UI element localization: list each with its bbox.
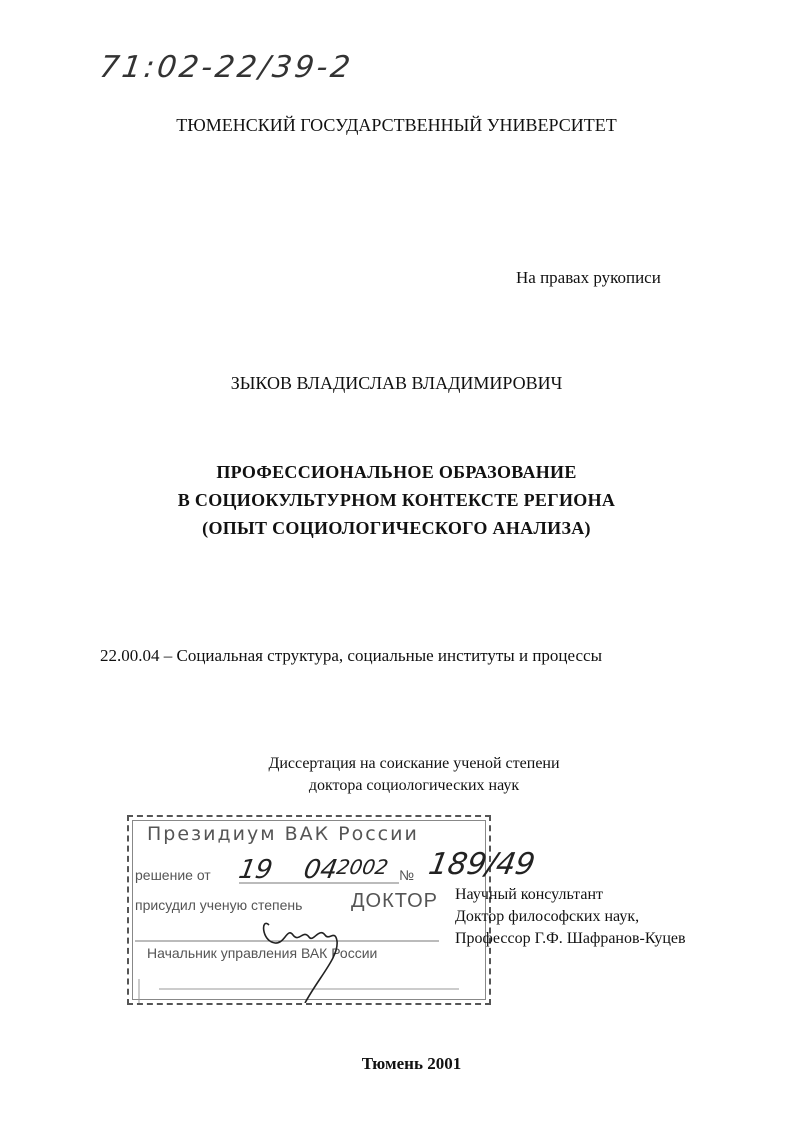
title-line-1: ПРОФЕССИОНАЛЬНОЕ ОБРАЗОВАНИЕ xyxy=(216,462,577,482)
consultant-line-2: Доктор философских наук, xyxy=(455,908,640,925)
title-line-2: В СОЦИОКУЛЬТУРНОМ КОНТЕКСТЕ РЕГИОНА xyxy=(177,490,616,510)
scientific-consultant xyxy=(455,884,686,950)
stamp-awarded-label: присудил ученую степень xyxy=(135,897,303,913)
stamp-title: Президиум ВАК России xyxy=(147,823,419,845)
stamp-signature-drawing xyxy=(129,817,489,1003)
stamp-head-label: Начальник управления ВАК России xyxy=(147,945,378,961)
degree-statement xyxy=(0,753,793,797)
author-name: ЗЫКОВ ВЛАДИСЛАВ ВЛАДИМИРОВИЧ xyxy=(230,373,563,393)
city-year: Тюмень 2001 xyxy=(361,1054,462,1073)
stamp-decision-label: решение от xyxy=(135,867,211,883)
archive-number: 71:02-22/39-2 xyxy=(97,50,356,85)
stamp-number-label: № xyxy=(399,867,415,883)
consultant-line-3: Профессор Г.Ф. Шафранов-Куцев xyxy=(455,930,686,947)
stamp-decision-number: 189/49 xyxy=(425,847,538,882)
stamp-degree-word: ДОКТОР xyxy=(351,890,438,912)
degree-line-2: доктора социологических наук xyxy=(308,777,520,794)
degree-line-1: Диссертация на соискание ученой степени xyxy=(268,755,560,772)
stamp-date-month: 04 xyxy=(301,855,340,885)
university-name: ТЮМЕНСКИЙ ГОСУДАРСТВЕННЫЙ УНИВЕРСИТЕТ xyxy=(176,115,617,135)
dissertation-title xyxy=(0,458,793,542)
specialty-code: 22.00.04 – Социальная структура, социальные институты и процессы xyxy=(100,646,603,665)
stamp-date-day: 19 xyxy=(236,855,275,885)
title-line-3: (ОПЫТ СОЦИОЛОГИЧЕСКОГО АНАЛИЗА) xyxy=(202,518,591,538)
consultant-line-1: Научный консультант xyxy=(455,886,603,903)
stamp-date-year: 2002 xyxy=(334,855,391,879)
manuscript-note: На правах рукописи xyxy=(516,268,661,287)
